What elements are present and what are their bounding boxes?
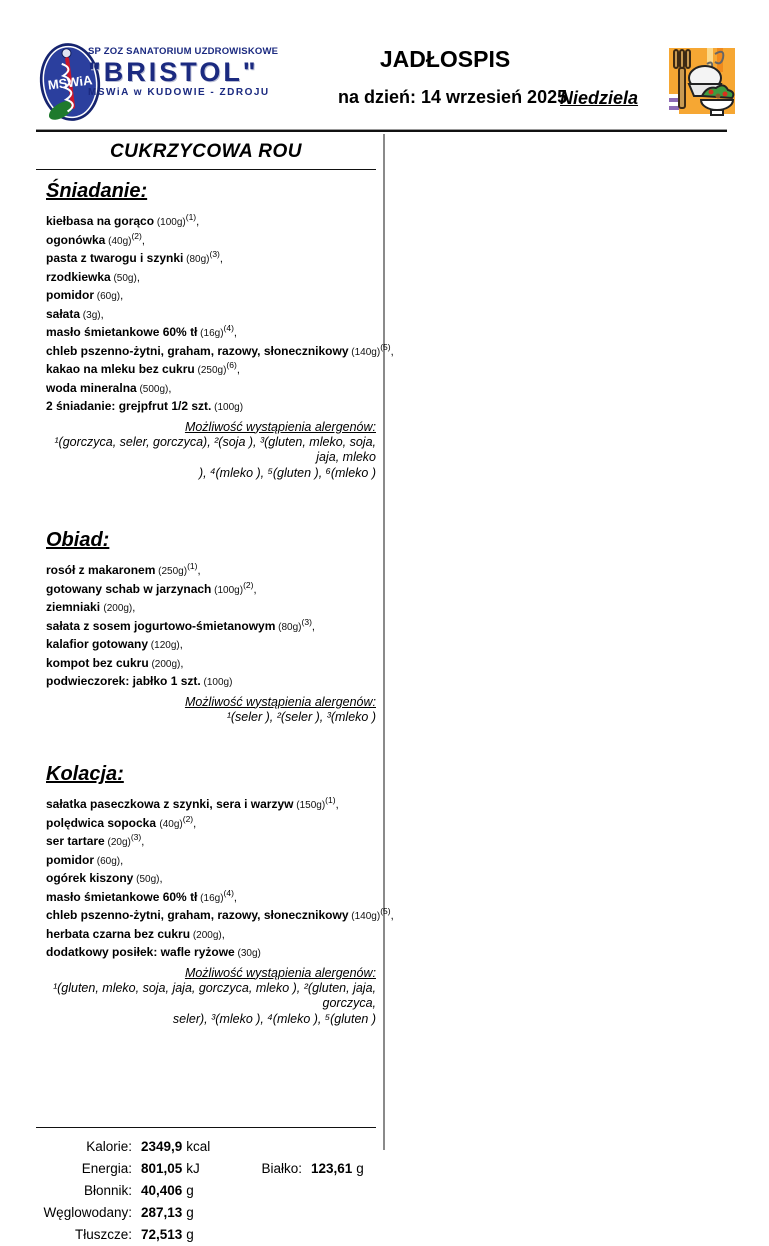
nutrition-rows bbox=[36, 1136, 376, 1246]
organization-block bbox=[88, 46, 279, 98]
menu-item: herbata czarna bez cukru (200g), bbox=[46, 926, 225, 941]
allergens-lines bbox=[46, 710, 376, 726]
allergens-title: Możliwość wystąpienia alergenów: bbox=[184, 694, 376, 709]
allergens-line: ), ⁴(mleko ), ⁵(gluten ), ⁶(mleko ) bbox=[199, 465, 376, 480]
menu-item: ogórek kiszony (50g), bbox=[46, 871, 163, 885]
menu-item: pomidor (60g), bbox=[46, 852, 124, 867]
menu-item: ogonówka $(40g)^{(2)}$, bbox=[46, 230, 145, 247]
weekday-label: Niedziela bbox=[560, 88, 639, 108]
menu-item: chleb pszenno-żytni, graham, razowy, słonecznikowy $(140g)^{(5)}$, bbox=[46, 906, 394, 922]
diet-title: CUKRZYCOWA ROU bbox=[109, 141, 303, 162]
menu-column bbox=[36, 137, 394, 1246]
meal-heading: Śniadanie: bbox=[46, 180, 148, 202]
diet-title-divider bbox=[36, 169, 376, 170]
nutrition-row: Tłuszcze: 72,513 g bbox=[74, 1227, 194, 1242]
allergens-block bbox=[46, 419, 376, 482]
menu-item: kiełbasa na gorąco $(100g)^{(1)}$, bbox=[46, 212, 200, 228]
menu-item: polędwica sopocka $(40g)^{(2)}$, bbox=[46, 813, 197, 830]
menu-item: pasta z twarogu i szynki $(80g)^{(3)}$, bbox=[46, 249, 223, 265]
menu-item: kompot bez cukru (200g), bbox=[46, 655, 184, 670]
menu-item: pomidor (60g), bbox=[46, 288, 124, 302]
allergens-line: ¹(gluten, mleko, soja, jaja, gorczyca, mleko ), ²(gluten, jaja, gorczyca, bbox=[52, 980, 376, 1010]
allergens-title: Możliwość wystąpienia alergenów: bbox=[184, 965, 376, 980]
menu-item: masło śmietankowe 60% tł $(16g)^{(4)}$, bbox=[46, 887, 237, 904]
allergens-line: ¹(seler ), ²(seler ), ³(mleko ) bbox=[226, 709, 376, 724]
menu-item: sałata (3g), bbox=[46, 306, 104, 321]
menu-date: na dzień: 14 wrzesień 2025 bbox=[338, 87, 568, 107]
rice-and-salad-bowls-icon bbox=[655, 42, 747, 124]
nutrition-row: Energia: 801,05 kJ Białko: 123,61 g bbox=[81, 1161, 364, 1176]
nutrition-row: Węglowodany: 287,13 g bbox=[43, 1205, 194, 1220]
nutrition-row: Błonnik: 40,406 g bbox=[83, 1183, 194, 1198]
menu-item: ziemniaki (200g), bbox=[46, 600, 136, 614]
meal-heading: Obiad: bbox=[46, 529, 110, 551]
meal-items bbox=[46, 212, 394, 417]
allergens-line: seler), ³(mleko ), ⁴(mleko ), ⁵(gluten ) bbox=[172, 1011, 376, 1026]
allergens-line: ¹(gorczyca, seler, gorczyca), ²(soja ), ³(gluten, mleko, soja, jaja, mleko bbox=[54, 434, 376, 464]
menu-item: kakao na mleku bez cukru $(250g)^{(6)}$, bbox=[46, 360, 240, 376]
nutrition-row: Kalorie: 2349,9 kcal bbox=[86, 1139, 211, 1154]
meals bbox=[36, 178, 394, 1027]
menu-item: masło śmietankowe 60% tł $(16g)^{(4)}$, bbox=[46, 323, 237, 339]
allergens-block bbox=[46, 965, 376, 1028]
nutrition-divider bbox=[36, 1127, 376, 1128]
menu-item: ser tartare $(20g)^{(3)}$, bbox=[46, 832, 145, 848]
meal-section bbox=[36, 178, 394, 481]
allergens-lines bbox=[46, 435, 376, 482]
meal-heading: Kolacja: bbox=[46, 763, 124, 785]
allergens-title: Możliwość wystąpienia alergenów: bbox=[184, 419, 376, 434]
menu-item: sałatka paseczkowa z szynki, sera i warzyw $(150g)^{(1)}$, bbox=[46, 795, 339, 811]
organization-line1: SP ZOZ SANATORIUM UZDROWISKOWE bbox=[88, 46, 279, 57]
meal-items bbox=[46, 795, 394, 963]
nutrition-panel bbox=[36, 1127, 376, 1246]
meal-items bbox=[46, 562, 376, 692]
menu-item: rosół z makaronem $(250g)^{(1)}$, bbox=[46, 561, 201, 577]
organization-name: "BRISTOL" bbox=[88, 57, 259, 87]
column-divider bbox=[383, 134, 385, 1150]
allergens-block bbox=[46, 694, 376, 726]
allergens-lines bbox=[46, 981, 376, 1028]
menu-item: sałata z sosem jogurtowo-śmietanowym $(80g)^{(3)}$, bbox=[46, 616, 315, 633]
menu-item: 2 śniadanie: grejpfrut 1/2 szt. (100g) bbox=[46, 399, 244, 413]
meal-section bbox=[36, 527, 376, 725]
page-title: JADŁOSPIS bbox=[379, 46, 511, 72]
meal-section bbox=[36, 761, 394, 1027]
header-divider bbox=[36, 129, 727, 132]
menu-item: dodatkowy posiłek: wafle ryżowe (30g) bbox=[46, 945, 261, 959]
menu-item: podwieczorek: jabłko 1 szt. (100g) bbox=[46, 674, 233, 688]
menu-item: kalafior gotowany (120g), bbox=[46, 637, 183, 651]
menu-item: gotowany schab w jarzynach $(100g)^{(2)}$, bbox=[46, 579, 257, 596]
organization-line2: MSWiA w KUDOWIE - ZDROJU bbox=[88, 87, 270, 98]
menu-item: woda mineralna (500g), bbox=[46, 380, 172, 395]
menu-item: chleb pszenno-żytni, graham, razowy, słonecznikowy $(140g)^{(5)}$, bbox=[46, 341, 394, 358]
svg-text:MSWiA: MSWiA bbox=[46, 72, 94, 93]
menu-item: rzodkiewka (50g), bbox=[46, 269, 140, 284]
